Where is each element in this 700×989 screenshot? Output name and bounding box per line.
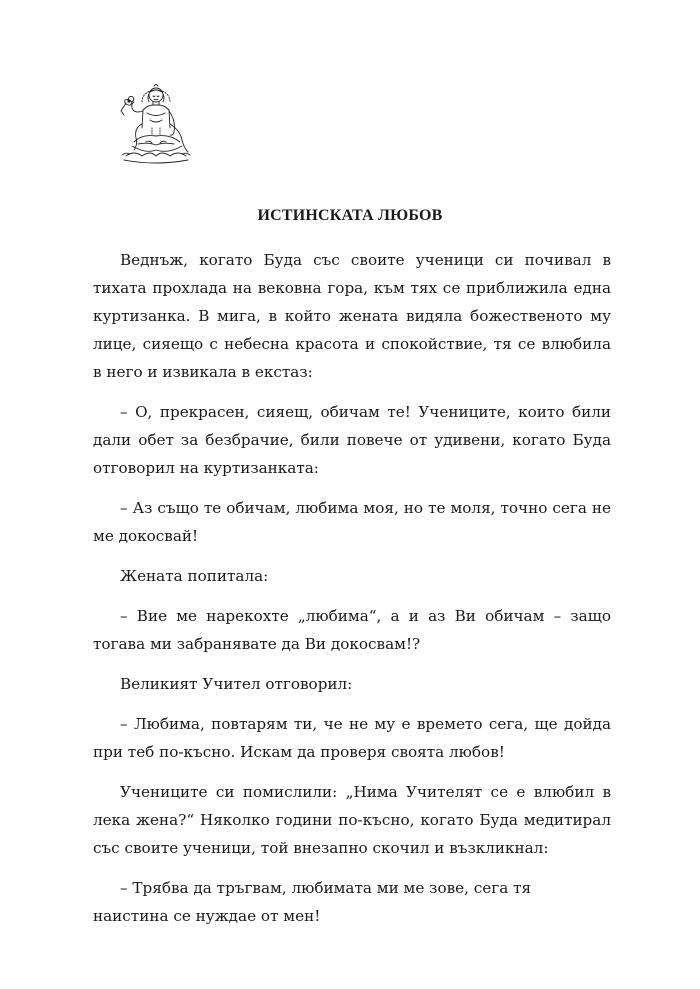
paragraph: – Трябва да тръгвам, любимата ми ме зове, сега тя наистина се нуждае от мен! bbox=[93, 879, 532, 925]
paragraph: – Аз също те обичам, любима моя, но те моля, точно сега не ме докосвай! bbox=[93, 499, 611, 545]
story-text bbox=[93, 246, 611, 942]
paragraph: Учениците си помислили: „Нима Учителят се е влюбил в лека жена?“ Няколко години по-късно, когато Буда медитирал със своите ученици, той внезапно скочил и възкликнал: bbox=[93, 783, 611, 857]
paragraph: Жената попитала: bbox=[120, 567, 269, 585]
paragraph: – Любима, повтарям ти, че не му е времето сега, ще дойда при теб по-късно. Искам да проверя своята любов! bbox=[93, 715, 611, 761]
paragraph: Веднъж, когато Буда със своите ученици си почивал в тихата прохлада на вековна гора, към тях се приближила една куртизанка. В мига, в който жената видяла божественото му лице, сияещо с небесна красота и спокойствие, тя се влюбила в него и извикала в екстаз: bbox=[93, 251, 611, 381]
paragraph: – О, прекрасен, сияещ, обичам те! Учениците, които били дали обет за безбрачие, били повече от удивени, когато Буда отговорил на куртизанката: bbox=[93, 403, 611, 477]
buddha-drawing-icon bbox=[112, 80, 200, 166]
paragraph: – Вие ме нарекохте „любима“, а и аз Ви обичам – защо тогава ми забранявате да Ви докосвам!? bbox=[93, 607, 611, 653]
paragraph: Великият Учител отговорил: bbox=[120, 675, 353, 693]
page-title: ИСТИНСКАТА ЛЮБОВ bbox=[257, 207, 443, 224]
